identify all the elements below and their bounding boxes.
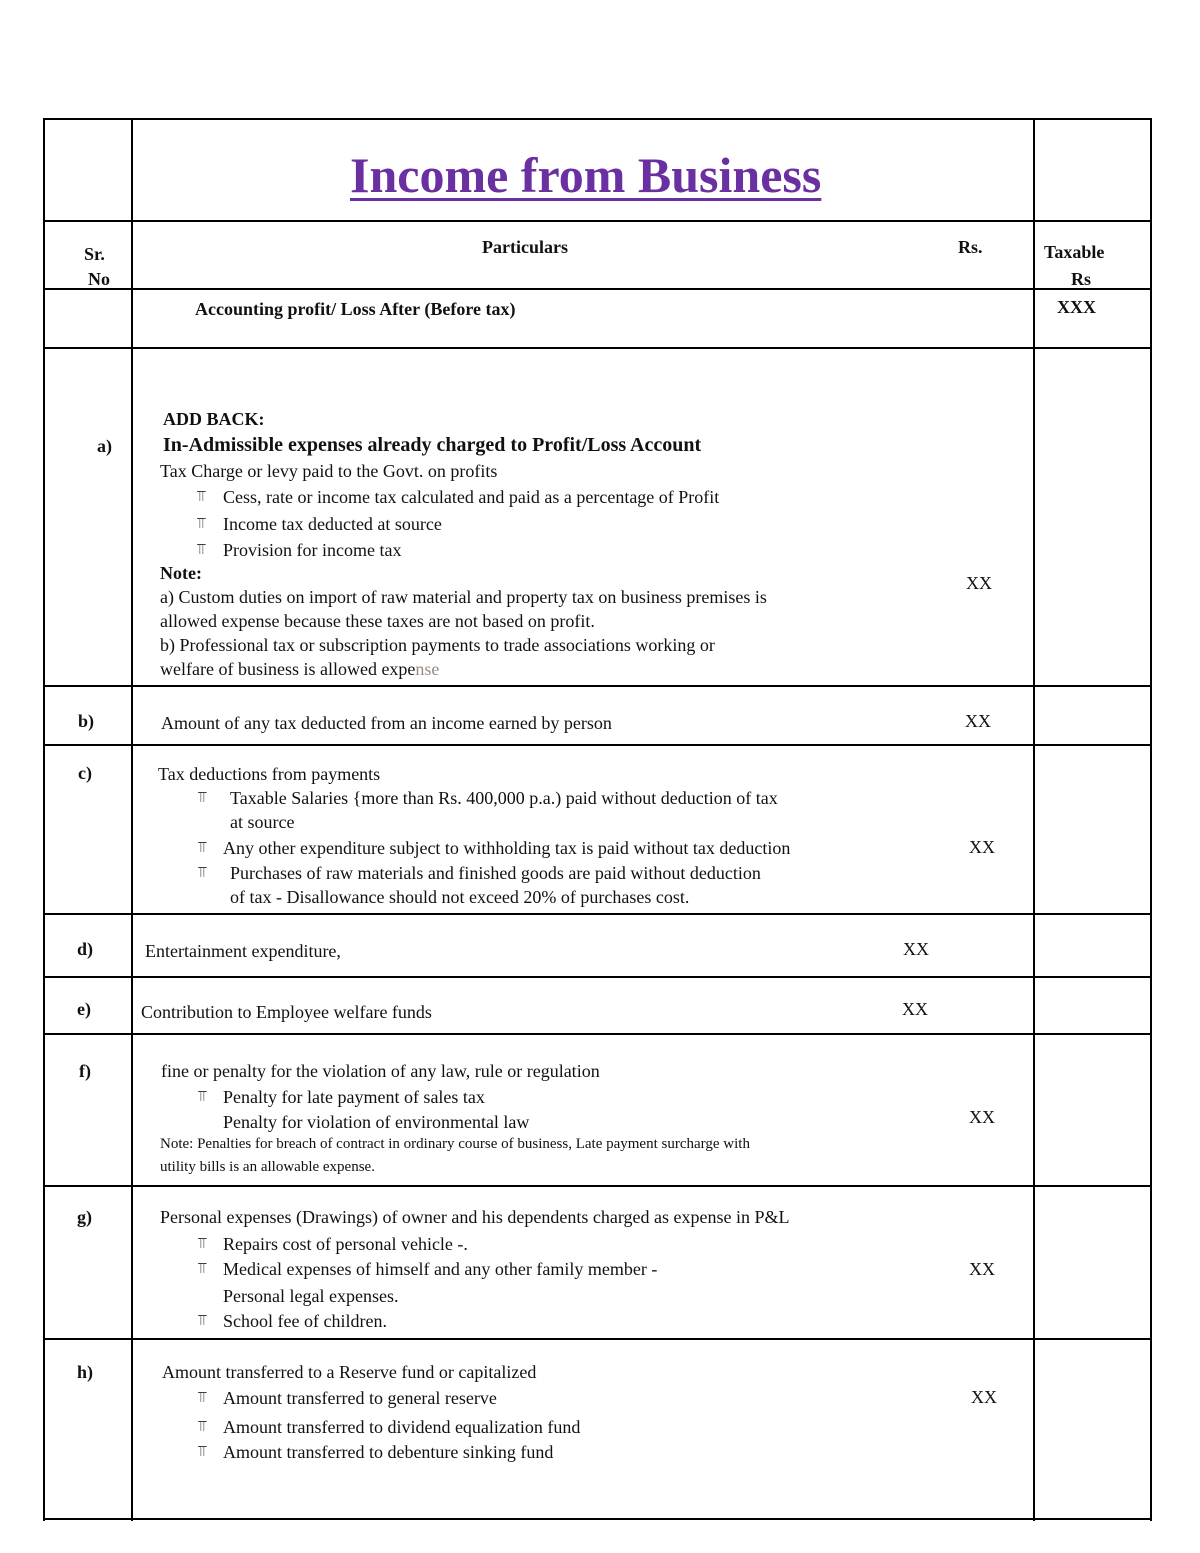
row-h-intro: Amount transferred to a Reserve fund or capitalized <box>162 1362 537 1382</box>
table-border-bottom <box>43 1518 1152 1520</box>
row-d-rs: XX <box>903 939 929 959</box>
row-divider <box>43 685 1152 687</box>
header-taxable-line2: Rs <box>1071 269 1092 289</box>
table-divider-sr <box>131 118 133 1521</box>
row-c-line-5: of tax - Disallowance should not exceed 20% of purchases cost. <box>230 887 690 907</box>
row-e-text: Contribution to Employee welfare funds <box>141 1002 432 1022</box>
accounting-profit-label: Accounting profit/ Loss After (Before tax) <box>195 299 516 319</box>
row-a-bullet-2: Income tax deducted at source <box>223 514 442 534</box>
row-d-sr: d) <box>77 939 94 959</box>
row-a-bullet-1: Cess, rate or income tax calculated and paid as a percentage of Profit <box>223 487 720 507</box>
row-f-line-1: Penalty for late payment of sales tax <box>223 1087 485 1107</box>
row-divider <box>43 347 1152 349</box>
row-g-line-3: Personal legal expenses. <box>223 1286 399 1306</box>
bullet-icon: ⫪ <box>197 516 206 532</box>
bullet-icon: ⫪ <box>198 1313 207 1329</box>
header-taxable-line1: Taxable <box>1044 242 1105 262</box>
page-title: Income from Business <box>350 147 822 203</box>
bullet-icon: ⫪ <box>198 1236 207 1252</box>
bullet-icon: ⫪ <box>198 1444 207 1460</box>
row-a-sr: a) <box>97 436 112 456</box>
row-e-rs: XX <box>902 999 928 1019</box>
row-c-line-4: Purchases of raw materials and finished goods are paid without deduction <box>230 863 761 883</box>
row-c-sr: c) <box>78 763 92 783</box>
row-c-rs: XX <box>969 837 995 857</box>
bullet-icon: ⫪ <box>198 790 207 806</box>
row-g-line-1: Repairs cost of personal vehicle -. <box>223 1234 468 1254</box>
row-divider <box>43 288 1152 290</box>
row-c-line-1: Taxable Salaries {more than Rs. 400,000 p.a.) paid without deduction of tax <box>230 788 778 808</box>
row-a-note-line-2: allowed expense because these taxes are not based on profit. <box>160 611 595 631</box>
bullet-icon: ⫪ <box>198 840 207 856</box>
row-b-rs: XX <box>965 711 991 731</box>
row-divider <box>43 744 1152 746</box>
row-a-note-label: Note: <box>160 563 202 583</box>
row-divider <box>43 913 1152 915</box>
bullet-icon: ⫪ <box>198 1089 207 1105</box>
row-a-note-line-3: b) Professional tax or subscription payments to trade associations working or <box>160 635 715 655</box>
row-g-rs: XX <box>969 1259 995 1279</box>
row-b-text: Amount of any tax deducted from an income earned by person <box>161 713 612 733</box>
row-divider <box>43 976 1152 978</box>
row-a-note-line-1: a) Custom duties on import of raw material and property tax on business premises is <box>160 587 767 607</box>
row-h-line-1: Amount transferred to general reserve <box>223 1388 497 1408</box>
table-divider-taxable <box>1033 118 1035 1521</box>
bullet-icon: ⫪ <box>198 1419 207 1435</box>
row-f-note-line-1: Note: Penalties for breach of contract in ordinary course of business, Late payment surcharge with <box>160 1136 750 1152</box>
row-a-note-line-4: welfare of business is allowed expense <box>160 659 440 679</box>
bullet-icon: ⫪ <box>198 1390 207 1406</box>
row-c-line-2: at source <box>230 812 295 832</box>
row-h-line-2: Amount transferred to dividend equalization fund <box>223 1417 581 1437</box>
table-border-left <box>43 118 45 1521</box>
row-a-intro: Tax Charge or levy paid to the Govt. on profits <box>160 461 498 481</box>
row-h-sr: h) <box>77 1362 94 1382</box>
row-a-bullet-3: Provision for income tax <box>223 540 402 560</box>
row-divider <box>43 1338 1152 1340</box>
row-h-rs: XX <box>971 1387 997 1407</box>
row-f-intro: fine or penalty for the violation of any law, rule or regulation <box>161 1061 600 1081</box>
row-divider <box>43 220 1152 222</box>
header-sr-no-line1: Sr. <box>84 244 105 264</box>
row-g-sr: g) <box>77 1207 92 1227</box>
bullet-icon: ⫪ <box>198 865 207 881</box>
row-f-rs: XX <box>969 1107 995 1127</box>
row-e-sr: e) <box>77 999 91 1019</box>
table-border-top <box>43 118 1152 120</box>
bullet-icon: ⫪ <box>198 1261 207 1277</box>
row-a-add-back: ADD BACK: <box>163 409 265 429</box>
row-a-rs: XX <box>966 573 992 593</box>
row-g-line-2: Medical expenses of himself and any other family member - <box>223 1259 658 1279</box>
header-particulars: Particulars <box>482 237 568 257</box>
bullet-icon: ⫪ <box>197 489 206 505</box>
row-f-note-line-2: utility bills is an allowable expense. <box>160 1159 375 1175</box>
row-b-sr: b) <box>78 711 95 731</box>
row-g-line-4: School fee of children. <box>223 1311 387 1331</box>
row-c-intro: Tax deductions from payments <box>158 764 381 784</box>
row-c-line-3: Any other expenditure subject to withholding tax is paid without tax deduction <box>223 838 791 858</box>
row-divider <box>43 1033 1152 1035</box>
row-divider <box>43 1185 1152 1187</box>
row-f-line-2: Penalty for violation of environmental law <box>223 1112 530 1132</box>
header-sr-no-line2: No <box>88 269 110 289</box>
row-h-line-3: Amount transferred to debenture sinking fund <box>223 1442 554 1462</box>
row-g-intro: Personal expenses (Drawings) of owner and his dependents charged as expense in P&L <box>160 1207 790 1227</box>
row-d-text: Entertainment expenditure, <box>145 941 341 961</box>
row-f-sr: f) <box>79 1061 91 1081</box>
row-a-heading: In-Admissible expenses already charged to Profit/Loss Account <box>163 434 702 456</box>
accounting-profit-taxable: XXX <box>1057 297 1096 317</box>
table-border-right <box>1150 118 1152 1521</box>
header-rs: Rs. <box>958 237 983 257</box>
bullet-icon: ⫪ <box>197 542 206 558</box>
